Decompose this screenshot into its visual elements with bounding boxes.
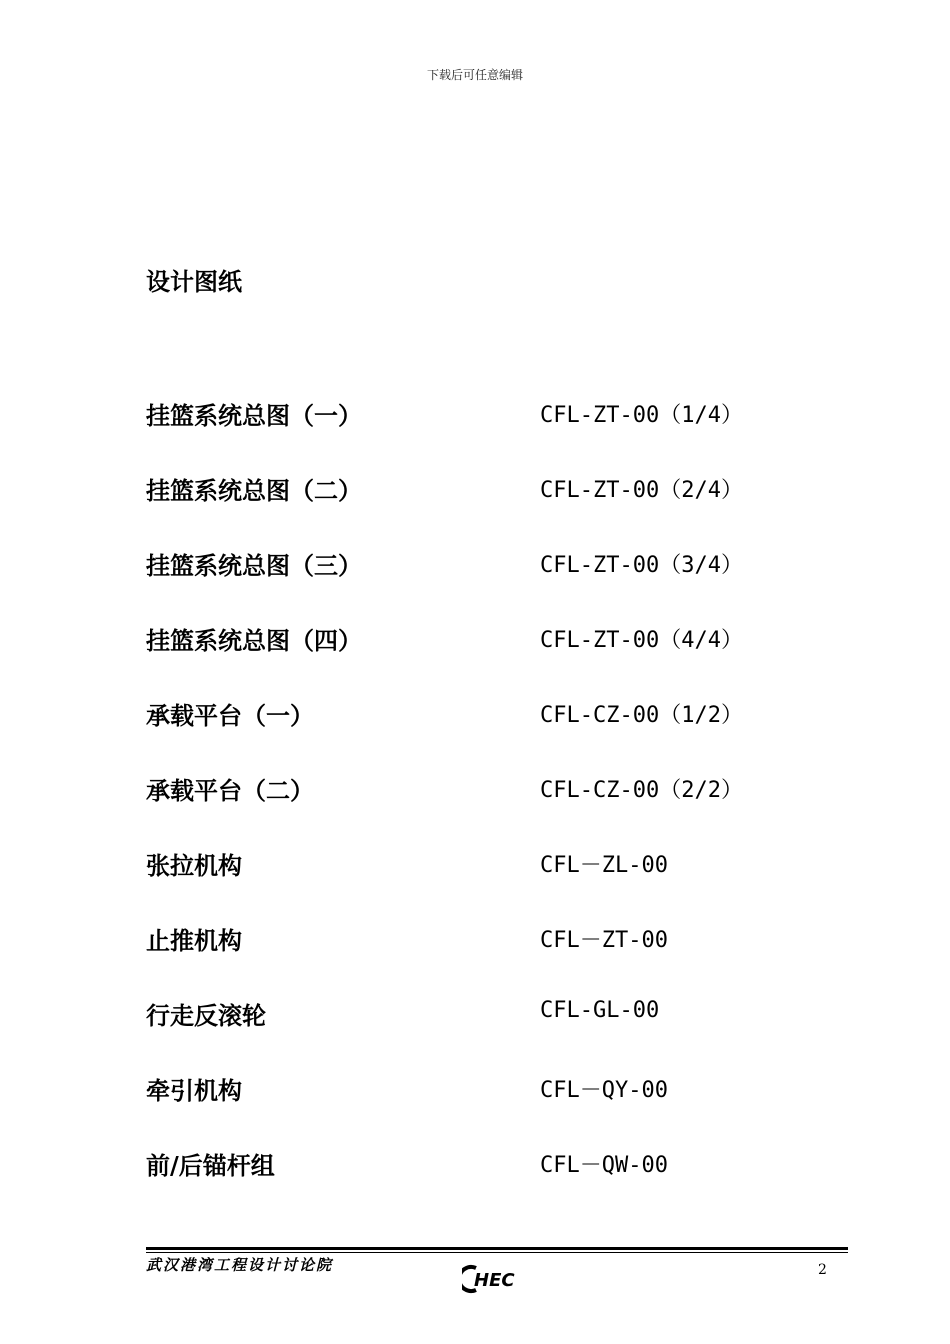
drawing-name: 挂篮系统总图（二） xyxy=(146,476,362,505)
drawing-code: CFL－ZL-00 xyxy=(540,853,668,878)
footer-divider-thin xyxy=(146,1252,848,1253)
drawing-code: CFL-CZ-00（2/2） xyxy=(540,778,743,803)
drawing-name: 承载平台（一） xyxy=(146,701,314,730)
drawing-code: CFL-ZT-00（2/4） xyxy=(540,478,743,503)
list-item xyxy=(146,771,846,846)
drawing-name: 前/后锚杆组 xyxy=(146,1151,275,1180)
list-item xyxy=(146,921,846,996)
footer-divider xyxy=(146,1247,848,1250)
list-item xyxy=(146,696,846,771)
header-note: 下载后可任意编辑 xyxy=(426,68,523,82)
list-item xyxy=(146,396,846,471)
footer-organization: 武汉港湾工程设计讨论院 xyxy=(146,1256,334,1274)
drawing-code: CFL－ZT-00 xyxy=(540,928,668,953)
drawing-name: 止推机构 xyxy=(146,926,242,955)
list-item xyxy=(146,621,846,696)
hec-logo xyxy=(462,1264,534,1294)
section-title: 设计图纸 xyxy=(146,267,242,296)
drawing-code: CFL－QW-00 xyxy=(540,1153,668,1178)
drawing-name: 挂篮系统总图（四） xyxy=(146,626,362,655)
drawing-name: 张拉机构 xyxy=(146,851,242,880)
drawing-name: 牵引机构 xyxy=(146,1076,242,1105)
drawing-name: 承载平台（二） xyxy=(146,776,314,805)
drawing-code: CFL-ZT-00（4/4） xyxy=(540,628,743,653)
list-item xyxy=(146,471,846,546)
list-item xyxy=(146,546,846,621)
drawing-name: 行走反滚轮 xyxy=(146,1001,266,1030)
hec-logo-text: HEC xyxy=(474,1270,515,1291)
list-item xyxy=(146,1071,846,1146)
drawing-code: CFL-ZT-00（1/4） xyxy=(540,403,743,428)
page-number: 2 xyxy=(818,1262,827,1278)
list-item xyxy=(146,996,846,1071)
drawing-name: 挂篮系统总图（三） xyxy=(146,551,362,580)
drawing-code: CFL-GL-00 xyxy=(540,998,660,1023)
list-item xyxy=(146,1146,846,1221)
drawing-name: 挂篮系统总图（一） xyxy=(146,401,362,430)
drawing-code: CFL-ZT-00（3/4） xyxy=(540,553,743,578)
drawing-code: CFL－QY-00 xyxy=(540,1078,668,1103)
drawing-code: CFL-CZ-00（1/2） xyxy=(540,703,743,728)
list-item xyxy=(146,846,846,921)
drawing-list xyxy=(146,396,846,1221)
